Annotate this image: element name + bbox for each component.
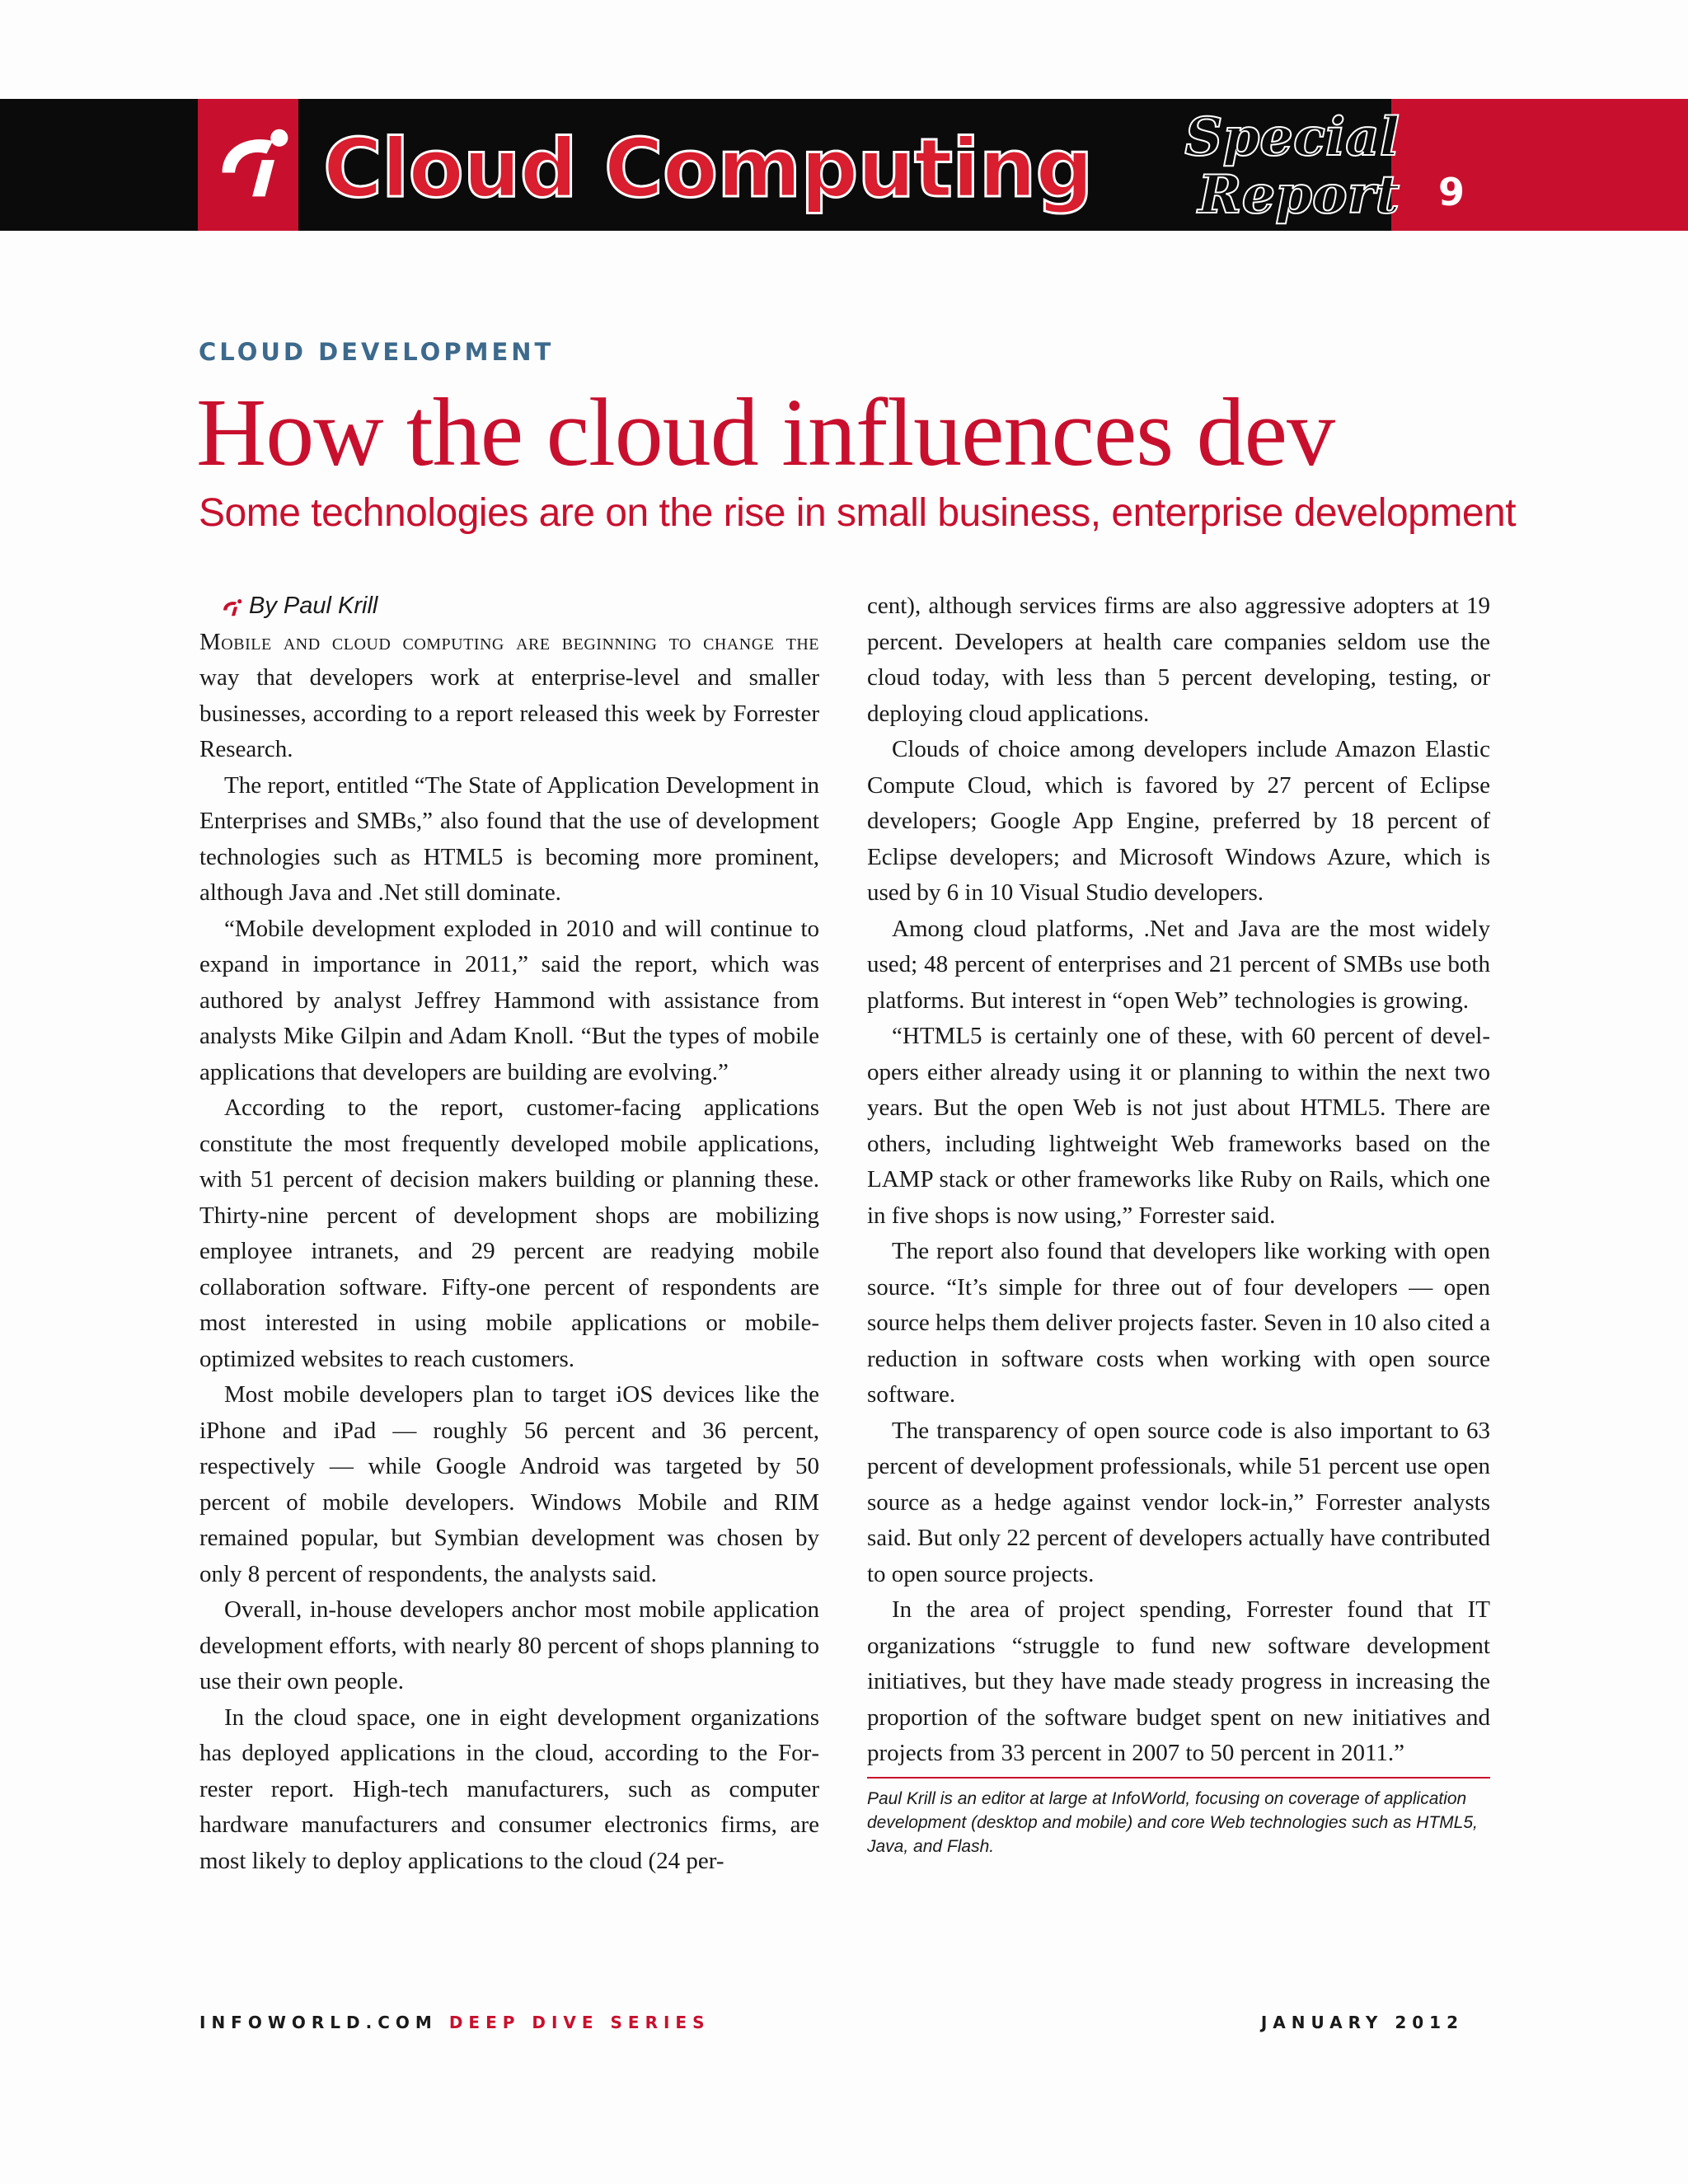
body-paragraph: Most mobile developers plan to target iOS devices like the iPhone and iPad — roughly 56 percent and 36 percent, respectively — while Google Android was targeted by 50 percent of mobile developers. Windows Mobile and RIM remained popular, but Symbian development was chosen by only 8 percent of respondents, the analysts said. xyxy=(199,1381,819,1587)
byline xyxy=(199,588,819,625)
footer-site: INFOWORLD.COM xyxy=(199,2013,438,2032)
header-band-right xyxy=(1391,99,1688,231)
body-paragraph: Clouds of choice among developers include Amazon Elastic Compute Cloud, which is favored by 27 percent of Eclipse developers; Google App Engine, preferred by 18 percent of Eclipse developers; and Microsoft Windows Azure, which is used by 6 in 10 Visual Studio developers. xyxy=(867,736,1490,906)
article-headline: How the cloud influences dev xyxy=(196,378,1335,486)
article-deck: Some technologies are on the rise in small business, enterprise development xyxy=(199,491,1517,535)
section-kicker: CLOUD DEVELOPMENT xyxy=(199,338,555,366)
byline-text: By Paul Krill xyxy=(249,593,378,619)
body-paragraph: Overall, in-house developers anchor most mobile application development efforts, with nearly 80 percent of shops planning to use their own people. xyxy=(199,1596,819,1694)
body-paragraph: In the area of project spending, Forrester found that IT organizations “struggle to fund new software development initiatives, but they have made steady progress in increasing the proportion of the software budget spent on new initiatives and projects from 33 percent in 2007 to 50 percent in 2011.” xyxy=(867,1596,1490,1766)
footer-series-name: DEEP DIVE SERIES xyxy=(448,2013,710,2032)
article-column-right xyxy=(867,588,1490,1858)
body-paragraph: According to the report, customer-facing applications constitute the most frequently developed mobile applications, with 51 percent of decision makers building or planning these. Thirty-nine percent of development shops are mobilizing employee intranets, and 29 percent are readying mobile collaboration software. Fifty-one percent of respondents are most interested in using mobile applications or mobile-optimized websites to reach customers. xyxy=(199,1094,819,1372)
continued-paragraph: cent), although services firms are also aggressive adopters at 19 percent. Developers at health care companies seldom use the cloud today, with less than 5 percent developing, testing, or deploying cloud applications. xyxy=(867,593,1490,727)
article-column-left xyxy=(199,588,819,1879)
body-paragraph: “HTML5 is certainly one of these, with 60 percent of developers either already using it or planning to within the next two years. But the open Web is not just about HTML5. There are others, including lightweight Web frameworks based on the LAMP stack or other frameworks like Ruby on Rails, which one in five shops is now using,” Forrester said. xyxy=(867,1023,1490,1229)
author-logo-icon xyxy=(223,598,244,616)
author-bio: Paul Krill is an editor at large at InfoWorld, focusing on coverage of application development (desktop and mobile) and core Web technologies such as HTML5, Java, and Flash. xyxy=(867,1788,1478,1856)
bio-divider xyxy=(867,1777,1490,1779)
body-paragraph: “Mobile development exploded in 2010 and will continue to expand in importance in 2011,” said the report, which was authored by analyst Jeffrey Hammond with assistance from analysts Mike Gilpin and Adam Knoll. “But the types of mobile applications that developers are building are evolving.” xyxy=(199,915,819,1085)
footer-date: JANUARY 2012 xyxy=(1260,2013,1464,2032)
footer-series xyxy=(199,2013,710,2032)
section-title: Cloud Computing xyxy=(323,122,1093,216)
special-report-label: Special Report xyxy=(1184,106,1400,226)
lead-smallcaps: Mobile and cloud computing are beginning to change the xyxy=(199,628,819,655)
page-number: 9 xyxy=(1438,170,1465,214)
body-paragraph: Among cloud platforms, .Net and Java are the most widely used; 48 percent of enterprises and 21 percent of SMBs use both platforms. But interest in “open Web” technologies is growing. xyxy=(867,915,1490,1014)
header-band-left xyxy=(0,99,198,231)
body-paragraph: The report, entitled “The State of Application Development in Enterprises and SMBs,” also found that the use of development technologies such as HTML5 is becoming more prominent, although Java and .Net still dominate. xyxy=(199,771,819,906)
body-paragraph: The transparency of open source code is also important to 63 percent of development professionals, while 51 percent use open source as a hedge against vendor lock-in,” Forrester analysts said. But only 22 percent of developers actually have contributed to open source projects. xyxy=(867,1417,1490,1587)
lead-paragraph xyxy=(199,625,819,768)
body-paragraph: The report also found that developers like working with open source. “It’s simple for three out of four developers — open source helps them deliver projects faster. Seven in 10 also cited a reduction in software costs when working with open source software. xyxy=(867,1238,1490,1408)
lead-rest: way that developers work at enterprise-level and smaller businesses, according to a report released this week by Forrester Research. xyxy=(199,664,819,762)
infoworld-logo-icon xyxy=(216,124,295,203)
body-paragraph: In the cloud space, one in eight development organizations has deployed applications in the cloud, according to the Forrester report. High-tech manufacturers, such as computer hardware manufacturers and consumer electronics firms, are most likely to deploy applications to the cloud (24 per- xyxy=(199,1704,819,1874)
